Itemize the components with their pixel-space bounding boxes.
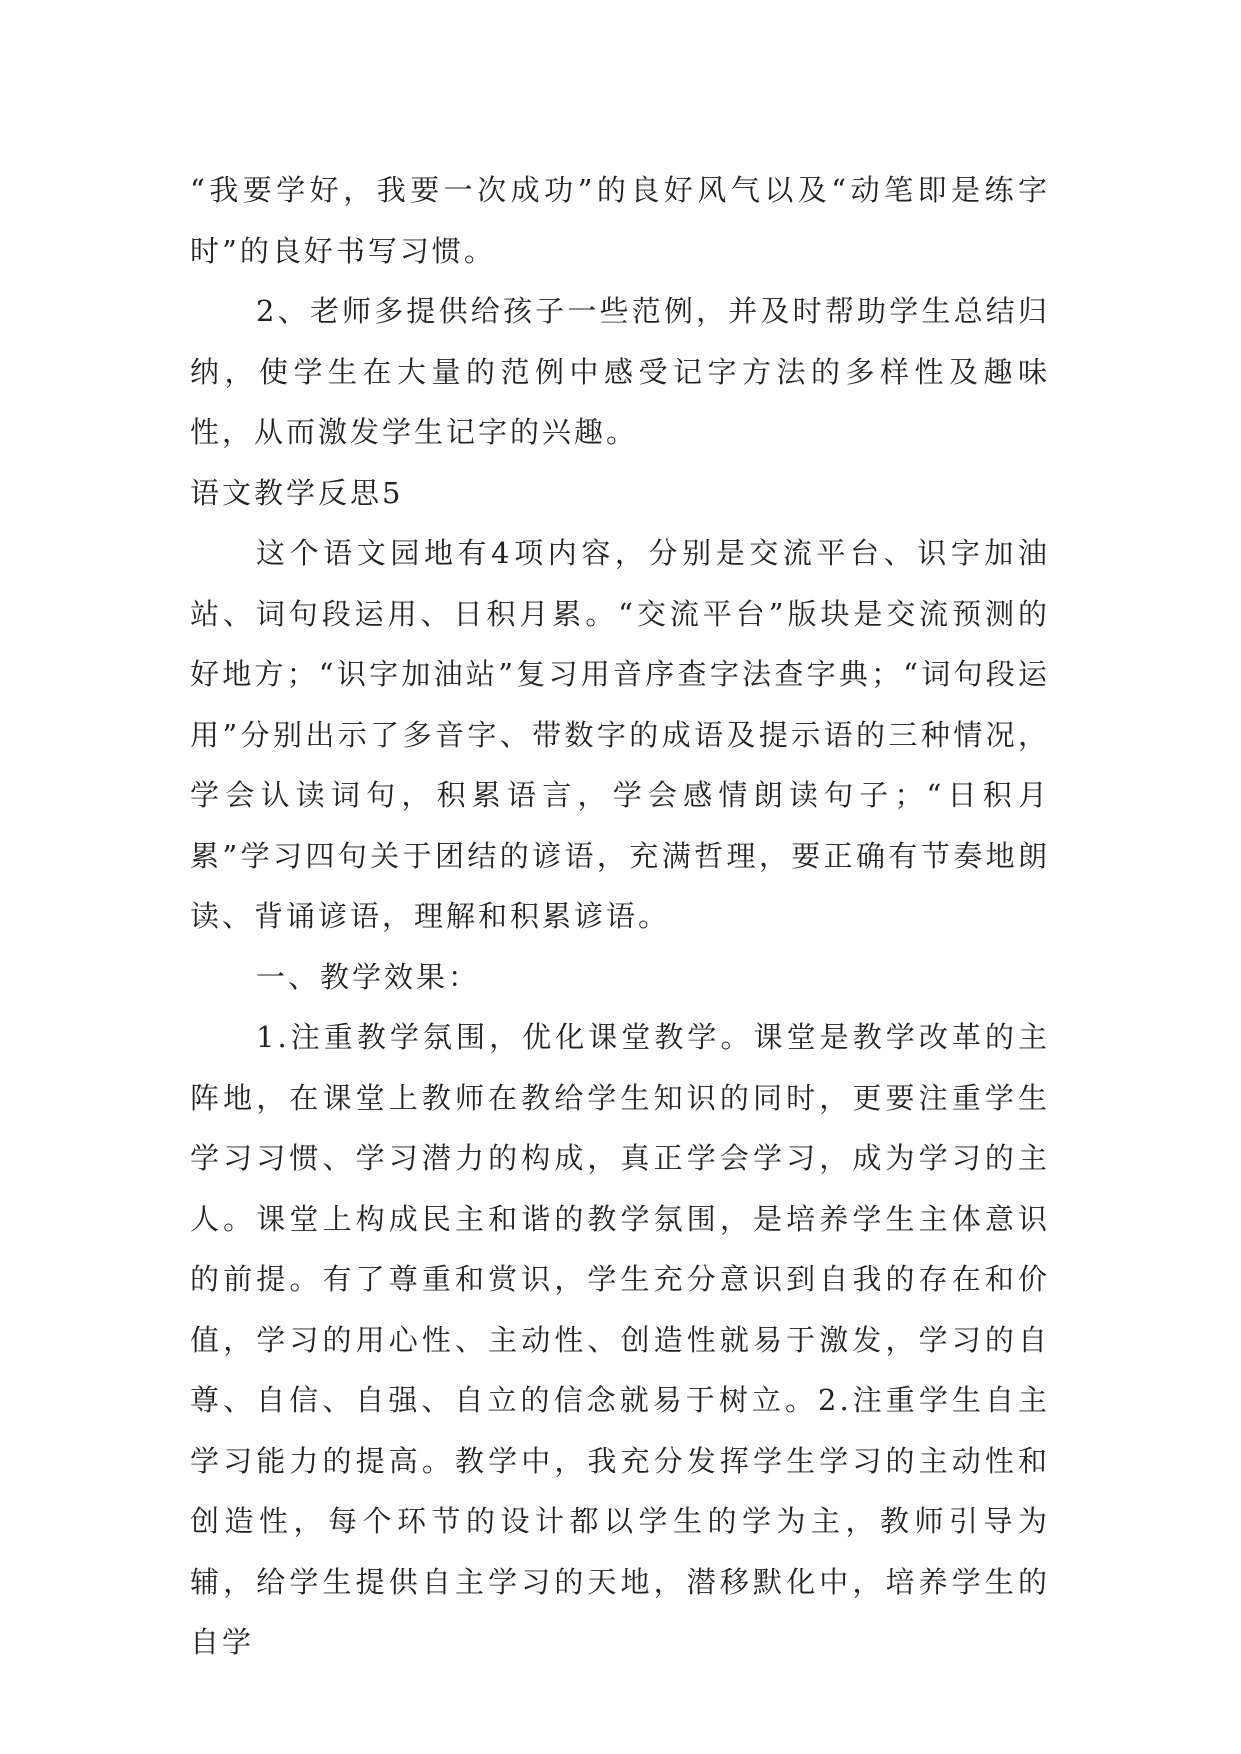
paragraph-effect-details: 1.注重教学氛围，优化课堂教学。课堂是教学改革的主阵地，在课堂上教师在教给学生知识的同时，更要注重学生学习习惯、学习潜力的构成，真正学会学习，成为学习的主人。课堂上构成民主和谐的教学氛围，是培养学生主体意识的前提。有了尊重和赏识，学生充分意识到自我的存在和价值，学习的用心性、主动性、创造性就易于激发，学习的自尊、自信、自强、自立的信念就易于树立。2.注重学生自主学习能力的提高。教学中，我充分发挥学生学习的主动性和创造性，每个环节的设计都以学生的学为主，教师引导为辅，给学生提供自主学习的天地，潜移默化中，培养学生的自学: [190, 1020, 1050, 1659]
paragraph-point-2: 2、老师多提供给孩子一些范例，并及时帮助学生总结归纳，使学生在大量的范例中感受记字方法的多样性及趣味性，从而激发学生记字的兴趣。: [190, 294, 1050, 449]
section-heading: 语文教学反思5: [190, 475, 404, 510]
paragraph-continuation: “我要学好，我要一次成功”的良好风气以及“动笔即是练字时”的良好书写习惯。: [190, 173, 1050, 268]
subheading-teaching-effect: 一、教学效果：: [256, 959, 481, 994]
paragraph-intro: 这个语文园地有4项内容，分别是交流平台、识字加油站、词句段运用、日积月累。“交流平台”版块是交流预测的好地方；“识字加油站”复习用音序查字法查字典；“词句段运用”分别出示了多音字、带数字的成语及提示语的三种情况，学会认读词句，积累语言，学会感情朗读句子；“日积月累”学习四句关于团结的谚语，充满哲理，要正确有节奏地朗读、背诵谚语，理解和积累谚语。: [190, 536, 1050, 933]
document-body: [190, 160, 1050, 1673]
